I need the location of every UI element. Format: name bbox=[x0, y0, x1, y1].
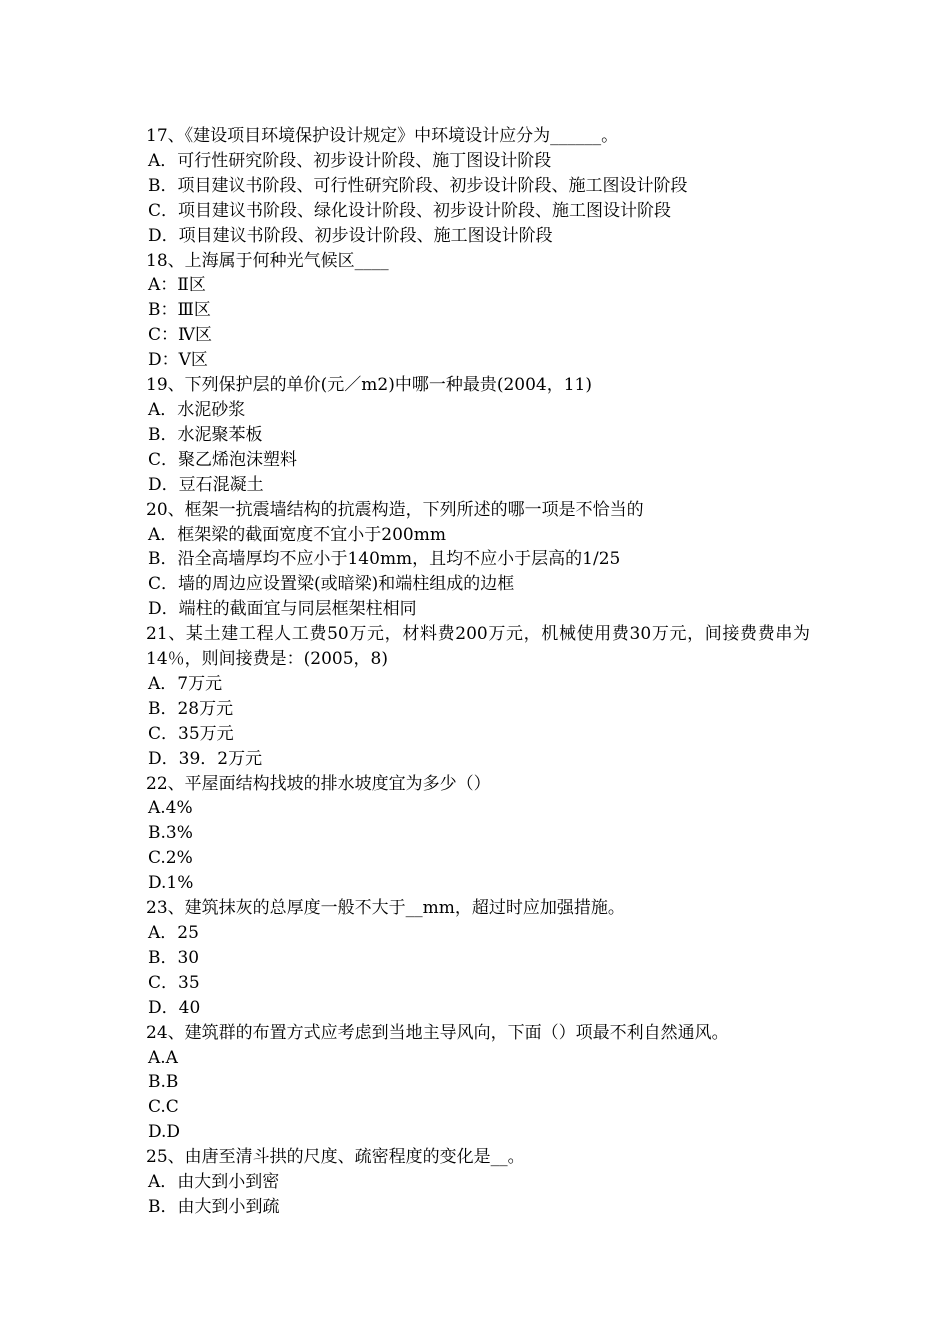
option-a: A．7万元 bbox=[148, 673, 223, 694]
option-a: A．水泥砂浆 bbox=[148, 399, 246, 420]
option-c: C．35 bbox=[148, 972, 200, 993]
question-25 bbox=[146, 1145, 810, 1220]
question-22 bbox=[146, 772, 810, 897]
question-19 bbox=[146, 373, 810, 498]
question-21 bbox=[146, 622, 810, 771]
option-d: D．豆石混凝土 bbox=[148, 474, 264, 495]
option-d: D.D bbox=[148, 1122, 181, 1143]
option-b: B．30 bbox=[148, 947, 200, 968]
question-17 bbox=[146, 124, 810, 249]
question-stem: 17、《建设项目环境保护设计规定》中环境设计应分为______。 bbox=[146, 126, 619, 146]
option-c: C.C bbox=[148, 1097, 179, 1118]
question-23 bbox=[146, 896, 810, 1021]
option-c: C．聚乙烯泡沫塑料 bbox=[148, 449, 298, 470]
option-a: A．框架梁的截面宽度不宜小于200mm bbox=[148, 524, 446, 545]
option-d: D．端柱的截面宜与同层框架柱相同 bbox=[148, 599, 417, 620]
option-b: B．沿全高墙厚均不应小于140mm，且均不应小于层高的1/25 bbox=[148, 549, 621, 570]
option-b: B．水泥聚苯板 bbox=[148, 424, 263, 445]
option-a: A．25 bbox=[148, 923, 199, 943]
question-stem: 22、平屋面结构找坡的排水坡度宜为多少（） bbox=[146, 773, 491, 794]
option-b: B.B bbox=[148, 1072, 179, 1093]
option-d: D．项目建议书阶段、初步设计阶段、施工图设计阶段 bbox=[148, 225, 553, 246]
option-c: C．墙的周边应设置梁(或暗梁)和端柱组成的边框 bbox=[148, 574, 515, 595]
question-stem: 24、建筑群的布置方式应考虑到当地主导风向，下面（）项最不利自然通风。 bbox=[146, 1022, 729, 1043]
question-list bbox=[146, 124, 810, 1220]
option-a: A：Ⅱ区 bbox=[148, 275, 206, 296]
option-c: C：Ⅳ区 bbox=[148, 325, 212, 346]
option-b: B．28万元 bbox=[148, 698, 234, 719]
option-c: C．项目建议书阶段、绿化设计阶段、初步设计阶段、施工图设计阶段 bbox=[148, 200, 672, 221]
option-a: A.A bbox=[148, 1047, 178, 1068]
option-a: A．可行性研究阶段、初步设计阶段、施丁图设计阶段 bbox=[148, 150, 552, 171]
question-stem: 20、框架一抗震墙结构的抗震构造，下列所述的哪一项是不恰当的 bbox=[146, 499, 644, 520]
option-d: D．40 bbox=[148, 997, 201, 1018]
option-b: B．由大到小到疏 bbox=[148, 1196, 280, 1217]
option-c: C.2% bbox=[148, 848, 193, 869]
option-a: A．由大到小到密 bbox=[148, 1172, 280, 1193]
option-d: D.1% bbox=[148, 873, 194, 894]
option-d: D．39．2万元 bbox=[148, 748, 263, 769]
question-24 bbox=[146, 1021, 810, 1146]
question-stem: 19、下列保护层的单价(元／m2)中哪一种最贵(2004，11) bbox=[146, 375, 592, 396]
question-stem: 23、建筑抹灰的总厚度一般不大于__mm，超过时应加强措施。 bbox=[146, 898, 625, 919]
option-c: C．35万元 bbox=[148, 723, 234, 744]
option-b: B．项目建议书阶段、可行性研究阶段、初步设计阶段、施工图设计阶段 bbox=[148, 175, 688, 196]
option-b: B.3% bbox=[148, 823, 193, 844]
question-stem: 25、由唐至清斗拱的尺度、疏密程度的变化是__。 bbox=[146, 1147, 525, 1168]
option-d: D：Ⅴ区 bbox=[148, 350, 208, 371]
option-b: B：Ⅲ区 bbox=[148, 300, 211, 321]
question-18 bbox=[146, 249, 810, 374]
option-a: A.4% bbox=[148, 798, 193, 819]
question-stem: 21、某土建工程人工费50万元，材料费200万元，机械使用费30万元，间接费费串为14％，则间接费是：(2005，8) bbox=[146, 624, 810, 670]
question-20 bbox=[146, 498, 810, 623]
question-stem: 18、上海属于何种光气候区____ bbox=[146, 250, 389, 271]
